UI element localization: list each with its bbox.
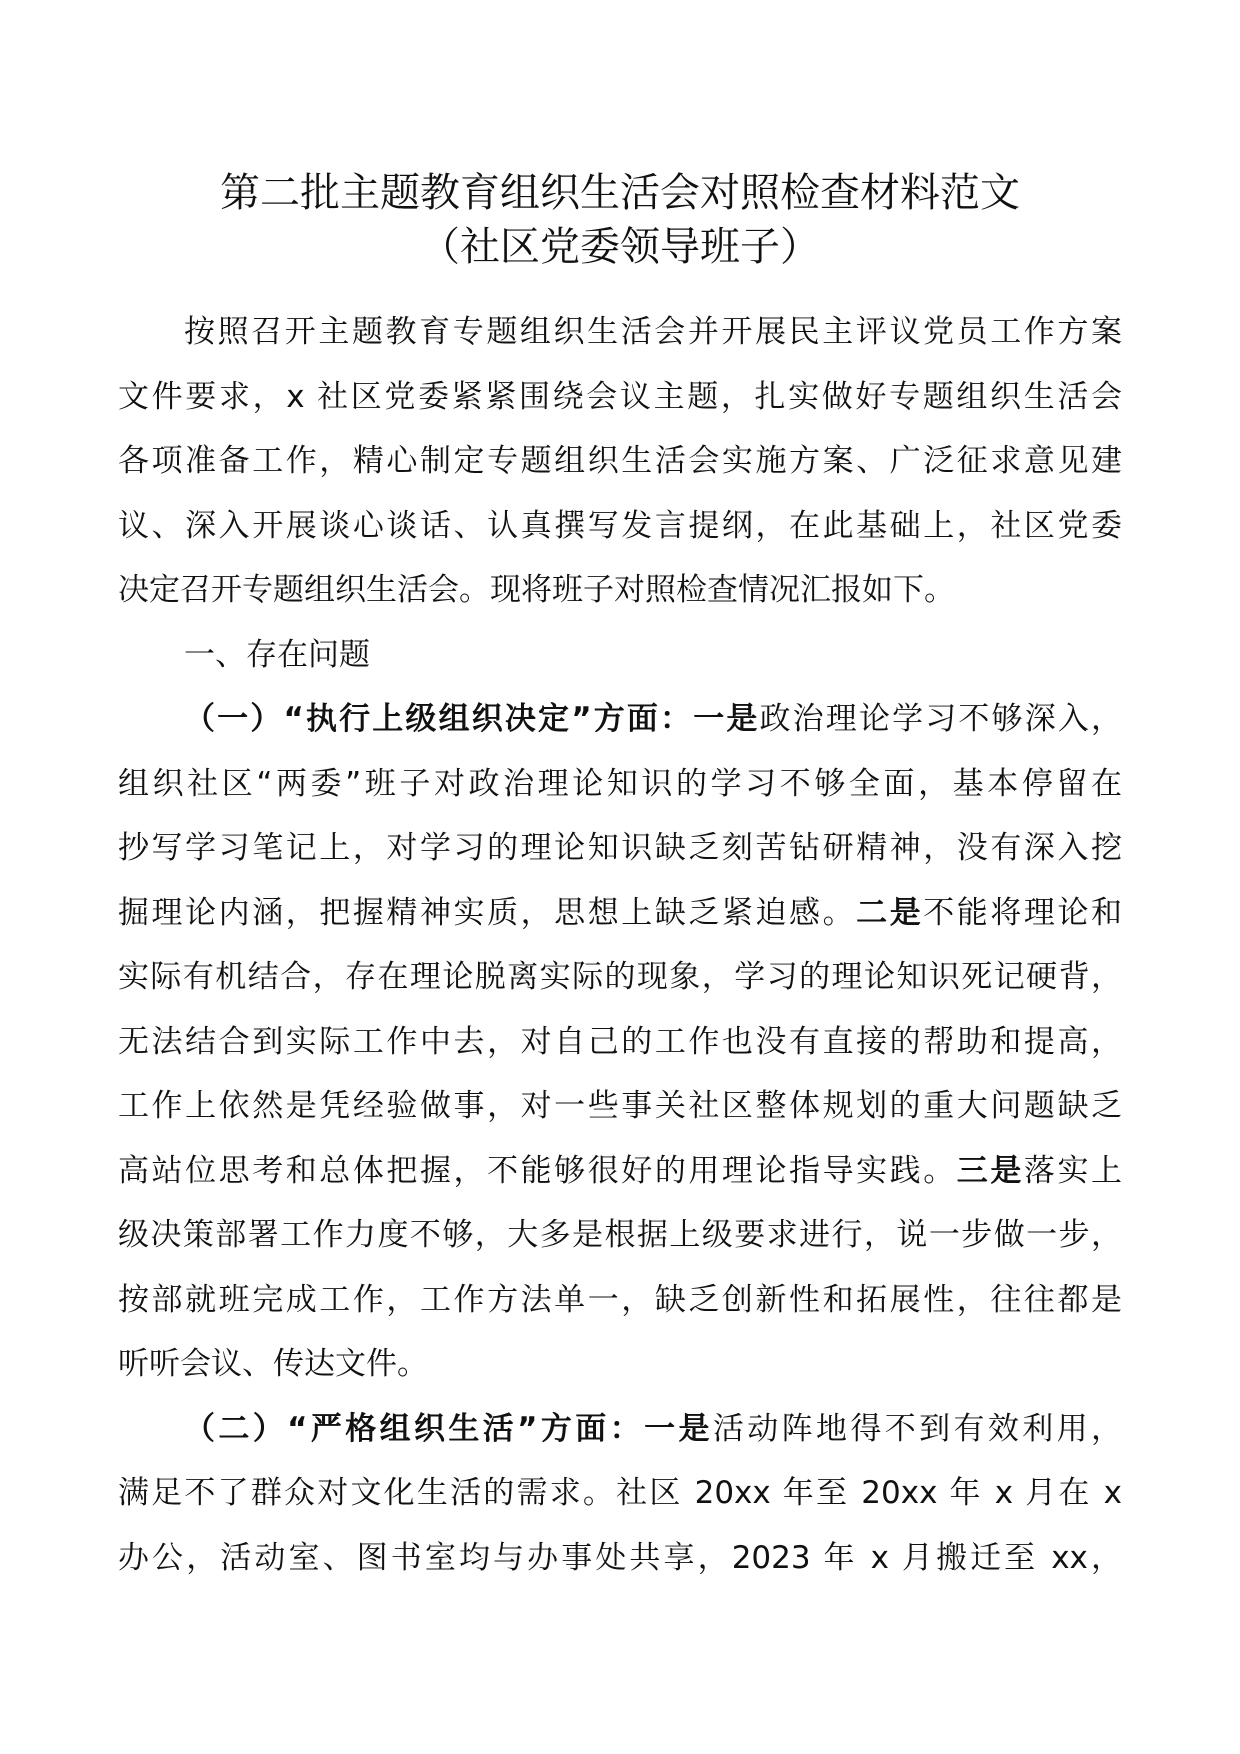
point-marker: 二是 (856, 894, 924, 931)
intro-line: 文件要求，x 社区党委紧紧围绕会议主题，扎实做好专题组织生活会 (118, 378, 1122, 415)
subsection-heading: （一）“执行上级组织决定”方面： (184, 701, 694, 737)
subsection-heading: （二）“严格组织生活”方面： (184, 1410, 645, 1447)
section-heading: 一、存在问题 (184, 636, 370, 673)
paragraph-line: 实际有机结合，存在理论脱离实际的现象，学习的理论知识死记硬背， (118, 959, 1122, 995)
point-text: 高站位思考和总体把握，不能够很好的用理论指导实践。 (118, 1152, 957, 1189)
point-text: 掘理论内涵，把握精神实质，思想上缺乏紧迫感。 (118, 894, 857, 931)
document-subtitle: （社区党委领导班子） (420, 224, 820, 270)
intro-line: 按照召开主题教育专题组织生活会并开展民主评议党员工作方案 (184, 314, 1122, 350)
subsection-line (118, 687, 1122, 752)
point-text: 落实上 (1023, 1152, 1123, 1189)
paragraph-line: 级决策部署工作力度不够，大多是根据上级要求进行，说一步做一步， (118, 1217, 1122, 1253)
point-marker: 一是 (693, 701, 760, 737)
paragraph-line: 听听会议、传达文件。 (118, 1346, 428, 1382)
paragraph-line: 组织社区“两委”班子对政治理论知识的学习不够全面，基本停留在 (118, 765, 1122, 802)
paragraph-line: 办公，活动室、图书室均与办事处共享，2023 年 x 月搬迁至 xx， (118, 1539, 1122, 1576)
paragraph-line: 抄写学习笔记上，对学习的理论知识缺乏刻苦钻研精神，没有深入挖 (118, 830, 1122, 866)
paragraph-line (118, 1139, 1122, 1204)
point-text: 政治理论学习不够深入， (759, 701, 1123, 737)
paragraph-line: 工作上依然是凭经验做事，对一些事关社区整体规划的重大问题缺乏 (118, 1088, 1122, 1124)
subsection-line (118, 1397, 1122, 1462)
document-title: 第二批主题教育组织生活会对照检查材料范文 (220, 170, 1020, 216)
point-text: 活动阵地得不到有效利用， (712, 1410, 1123, 1447)
point-text: 不能将理论和 (923, 894, 1123, 931)
intro-line: 各项准备工作，精心制定专题组织生活会实施方案、广泛征求意见建 (118, 443, 1122, 479)
point-marker: 三是 (956, 1152, 1024, 1189)
intro-line: 议、深入开展谈心谈话、认真撰写发言提纲，在此基础上，社区党委 (118, 507, 1122, 544)
document-body (118, 300, 1122, 1590)
paragraph-line: 无法结合到实际工作中去，对自己的工作也没有直接的帮助和提高， (118, 1023, 1122, 1060)
paragraph-line: 满足不了群众对文化生活的需求。社区 20xx 年至 20xx 年 x 月在 x (118, 1475, 1122, 1511)
intro-line: 决定召开专题组织生活会。现将班子对照检查情况汇报如下。 (118, 572, 955, 608)
point-marker: 一是 (644, 1410, 713, 1447)
paragraph-line: 按部就班完成工作，工作方法单一，缺乏创新性和拓展性，往往都是 (118, 1281, 1122, 1318)
paragraph-line (118, 881, 1122, 946)
